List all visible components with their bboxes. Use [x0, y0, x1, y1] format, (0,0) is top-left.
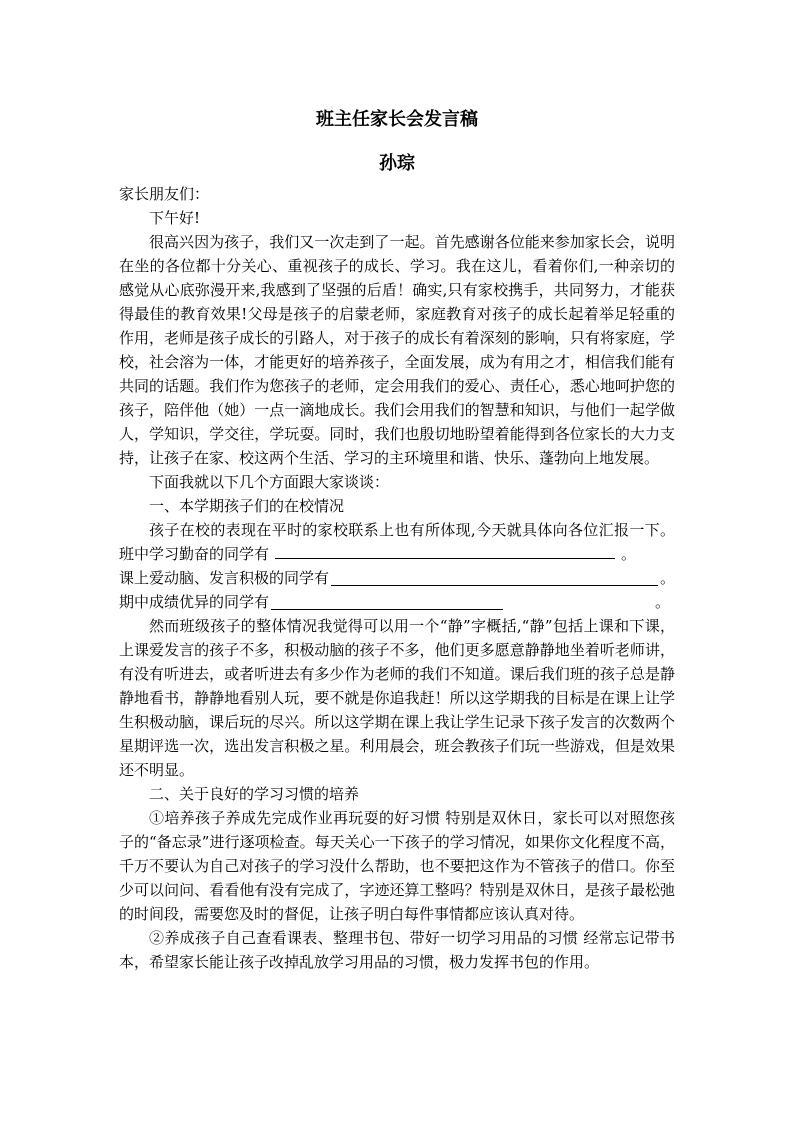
- top-grades-period: 。: [655, 593, 671, 611]
- paragraph-outline: 下面我就以下几个方面跟大家谈谈：: [149, 473, 390, 491]
- salutation: 家长朋友们：: [119, 185, 210, 203]
- paragraph-quiet-class: 然而班级孩子的整体情况我觉得可以用一个“静”字概括,“静”包括上课和下课，上课爱发言的孩子不多，积极动脑的孩子不多，他们更多愿意静静地坐着听老师讲，有没有听进去，或者听进去有多少作为老师的我们不知道。课后我们班的孩子总是静静地看书，静静地看别人玩，要不就是你追我赶！所以这学期我的目标是在课上让学生积极动脑，课后玩的尽兴。所以这学期在课上我让学生记录下孩子发言的次数两个星期评选一次，选出发言积极之星。利用晨会，班会教孩子们玩一些游戏，但是效果还不明显。: [119, 617, 675, 779]
- paragraph-homework-habit: ①培养孩子养成先完成作业再玩耍的好习惯 特别是双休日，家长可以对照您孩子的“备忘录”进行逐项检查。每天关心一下孩子的学习情况，如果你文化程度不高，千万不要认为自己对孩子的学习没什么帮助，也不要把这作为不管孩子的借口。你至少可以问问、看看他有没有完成了，字迹还算工整吗？特别是双休日，是孩子最松弛的时间段，需要您及时的督促，让孩子明白每件事情都应该认真对待。: [119, 809, 675, 923]
- heading-section-2: 二、关于良好的学习习惯的培养: [149, 785, 360, 803]
- paragraph-report: [119, 518, 675, 566]
- paragraph-schoolbag-habit: ②养成孩子自己查看课表、整理书包、带好一切学习用品的习惯 经常忘记带书本，希望家长能让孩子改掉乱放学习用品的习惯，极力发挥书包的作用。: [119, 929, 675, 971]
- author-name: 孙琮: [379, 153, 415, 174]
- report-text: 孩子在校的表现在平时的家校联系上也有所体现,今天就具体向各位汇报一下。班中学习勤奋的同学有: [119, 521, 675, 563]
- line-active-students: [119, 566, 675, 590]
- heading-section-1: 一、本学期孩子们的在校情况: [149, 497, 345, 515]
- paragraph-intro: 很高兴因为孩子，我们又一次走到了一起。首先感谢各位能来参加家长会，说明在坐的各位都十分关心、重视孩子的成长、学习。我在这儿，看着你们,一种亲切的感觉从心底弥漫开来,我感到了坚强的后盾！确实,只有家校携手，共同努力，才能获得最佳的教育效果!父母是孩子的启蒙老师，家庭教育对孩子的成长起着举足轻重的作用，老师是孩子成长的引路人，对于孩子的成长有着深刻的影响，只有将家庭，学校，社会溶为一体，才能更好的培养孩子，全面发展，成为有用之才，相信我们能有共同的话题。我们作为您孩子的老师，定会用我们的爱心、责任心，悉心地呵护您的孩子，陪伴他（她）一点一滴地成长。我们会用我们的智慧和知识，与他们一起学做人，学知识，学交往，学玩耍。同时，我们也殷切地盼望着能得到各位家长的大力支持，让孩子在家、校这两个生活、学习的主环境里和谐、快乐、蓬勃向上地发展。: [119, 233, 675, 467]
- blank-top-grades: [271, 591, 503, 610]
- top-grades-label: 期中成绩优异的同学有: [119, 593, 270, 611]
- active-students-label: 课上爱动脑、发言积极的同学有: [119, 569, 330, 587]
- blank-active-students: [331, 567, 658, 586]
- document-title: 班主任家长会发言稿: [316, 109, 478, 130]
- greeting: 下午好!: [149, 209, 201, 227]
- line-top-grades: [119, 590, 675, 614]
- active-students-period: 。: [659, 569, 675, 587]
- document-body: [119, 182, 675, 974]
- blank-diligent-students: [275, 544, 615, 559]
- report-period: 。: [621, 545, 637, 563]
